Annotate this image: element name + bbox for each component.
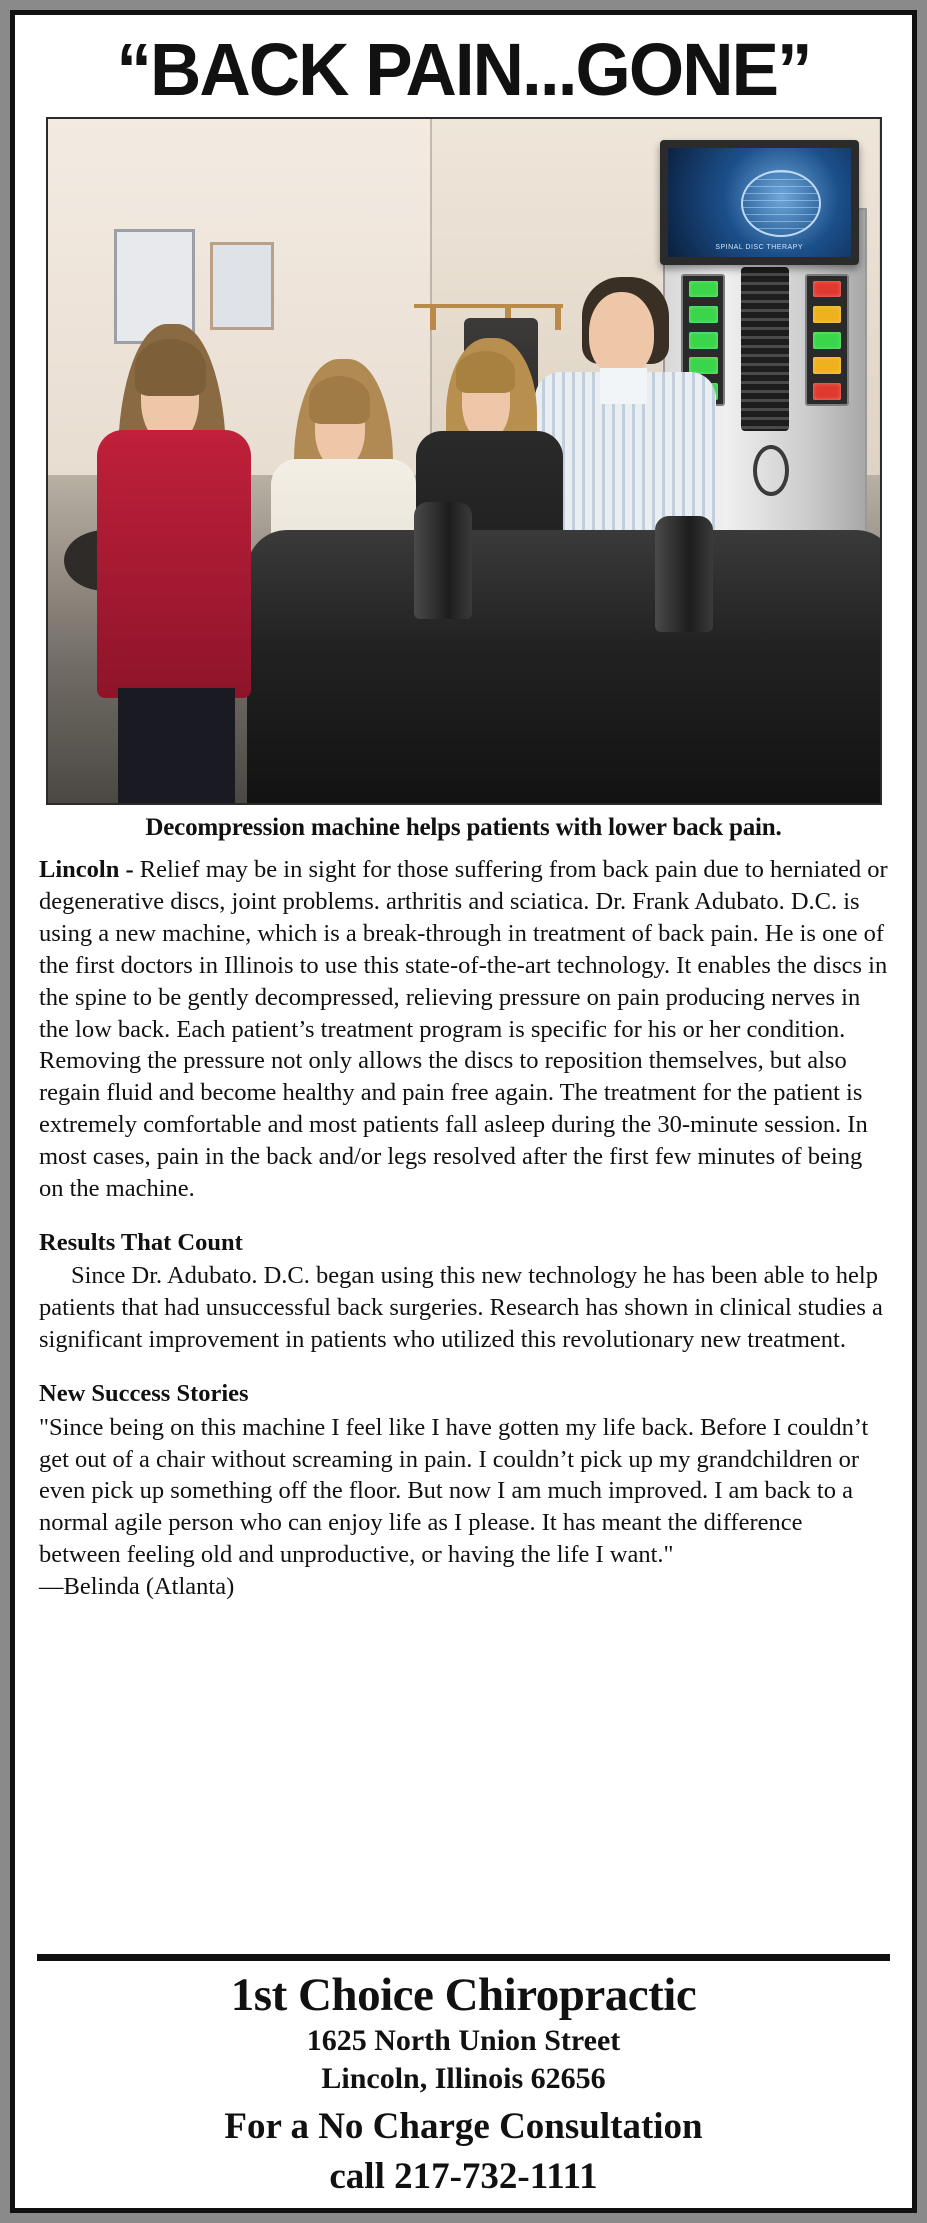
face (589, 292, 654, 375)
page-title: “BACK PAIN...GONE” (116, 28, 811, 111)
bangs (135, 339, 206, 396)
article-photo (46, 117, 882, 805)
clinic-address-line1: 1625 North Union Street (306, 2024, 621, 2058)
led-panel-right (805, 274, 849, 406)
testimonial-attribution: —Belinda (Atlanta) (39, 1573, 235, 1601)
machine-vent (741, 267, 789, 431)
section-heading-success: New Success Stories (39, 1379, 249, 1407)
bangs (456, 351, 515, 393)
clinic-name: 1st Choice Chiropractic (230, 1968, 697, 2021)
section-heading-results: Results That Count (39, 1228, 243, 1256)
led-amber (813, 357, 842, 374)
article-body (37, 854, 890, 1603)
monitor-caption: SPINAL DISC THERAPY (715, 243, 804, 251)
led-red (813, 383, 842, 400)
section-text-success: "Since being on this machine I feel like I have gotten my life back. Before I couldn’t get out of a chair without screaming in pain. I couldn’t pick up my grandchildren or even pick up something off the floor. But now I am much improved. I am back to a normal agile person who can enjoy life as I please. It has meant the difference between feeling old and unproductive, or having the life I want." (39, 1413, 869, 1569)
person-woman-red-shirt (81, 324, 289, 803)
photo-caption: Decompression machine helps patients with lower back pain. (145, 814, 782, 842)
collar (600, 368, 648, 404)
led-green (813, 332, 842, 349)
photo-scene (48, 119, 880, 803)
monitor-screen (668, 148, 851, 257)
globe-graphic-icon (741, 170, 822, 237)
clinic-address-line2: Lincoln, Illinois 62656 (321, 2062, 606, 2096)
ad-frame (10, 10, 917, 2213)
led-amber (813, 306, 842, 323)
table-bolster (655, 516, 713, 632)
phone-line[interactable]: call 217-732-1111 (329, 2156, 598, 2198)
led-red (813, 281, 842, 298)
table-bolster (414, 502, 472, 618)
machine-handle (753, 445, 789, 496)
article-lede (39, 854, 888, 1204)
dateline: Lincoln - (39, 856, 134, 884)
footer-divider (37, 1954, 890, 1961)
pants (118, 688, 234, 803)
treatment-table (247, 530, 879, 804)
cta-line: For a No Charge Consultation (224, 2105, 703, 2147)
ad-footer (37, 1936, 890, 2198)
lede-text: Relief may be in sight for those suffering from back pain due to herniated or degenerative discs, joint problems. arthritis and sciatica. Dr. Frank Adubato. D.C. is using a new machine, which is a break-through in treatment of back pain. He is one of the first doctors in Illinois to use this state-of-the-art technology. It enables the discs in the spine to be gently decompressed, relieving pressure on pain producing nerves in the low back. Each patient’s treatment program is specific for his or her condition. Removing the pressure not only allows the discs to reposition themselves, but also regain fluid and become healthy and pain free again. The treatment for the patient is extremely comfortable and most patients fall asleep during the 30-minute session. In most cases, pain in the back and/or legs resolved after the first few minutes of being on the machine. (39, 856, 888, 1202)
coat-hook-icon (430, 304, 436, 330)
wall-picture-frame-2 (210, 242, 274, 330)
machine-monitor (660, 140, 859, 265)
shirt (97, 430, 251, 698)
section-text-results: Since Dr. Adubato. D.C. began using this new technology he has been able to help patients that had unsuccessful back surgeries. Research has shown in clinical studies a significant improvement in patients who utilized this revolutionary new treatment. (39, 1262, 883, 1354)
bangs (309, 376, 370, 424)
